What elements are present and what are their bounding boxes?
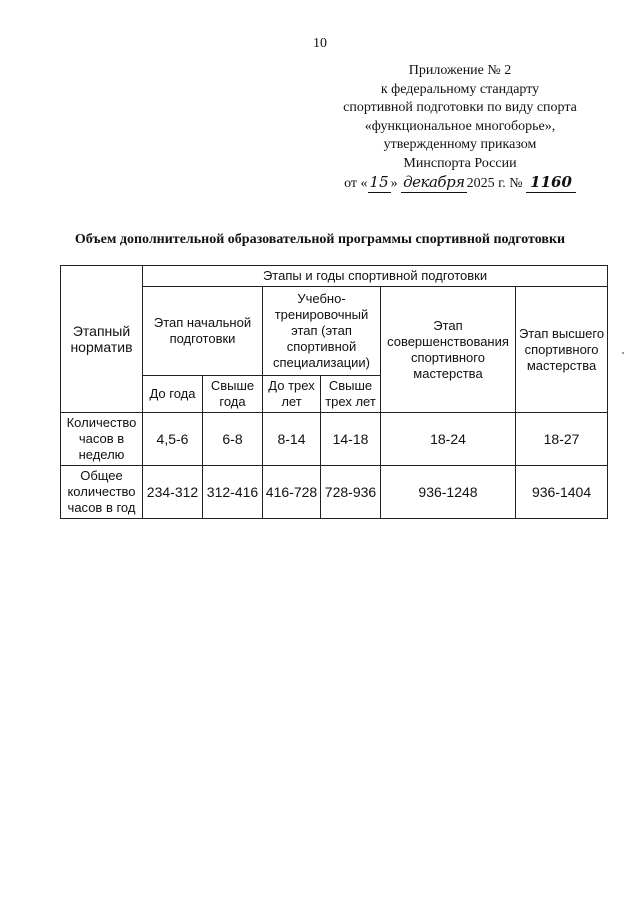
annex-line: к федеральному стандарту xyxy=(380,81,540,97)
table-row xyxy=(61,413,608,466)
annex-line: Минспорта России xyxy=(403,155,517,171)
sub-training-1: До трех лет xyxy=(263,376,321,413)
table-cell: 312-416 xyxy=(203,466,263,519)
sub-training-2: Свыше трех лет xyxy=(321,376,381,413)
scan-speck xyxy=(622,352,624,354)
order-prefix: от « xyxy=(344,176,368,191)
table-cell: 4,5-6 xyxy=(143,413,203,466)
handwritten-day: 15 xyxy=(369,173,389,191)
stage-initial-header: Этап начальной подготовки xyxy=(143,287,263,376)
table-header-row xyxy=(61,287,608,376)
stage-highest-header: Этап высшего спортивного мастерства xyxy=(516,287,608,413)
table-cell: 936-1404 xyxy=(516,466,608,519)
annex-header xyxy=(310,62,610,194)
norms-table xyxy=(60,265,608,519)
table-row xyxy=(61,466,608,519)
table-cell: 18-27 xyxy=(516,413,608,466)
table-cell: 8-14 xyxy=(263,413,321,466)
annex-title: Приложение № 2 xyxy=(408,63,512,78)
handwritten-order-number: 1160 xyxy=(526,173,576,193)
row-label: Количество часов в неделю xyxy=(61,413,143,466)
row-label: Общее количество часов в год xyxy=(61,466,143,519)
annex-line: спортивной подготовки по виду спорта xyxy=(343,100,577,115)
table-cell: 6-8 xyxy=(203,413,263,466)
col-norm-header: Этапный норматив xyxy=(61,266,143,413)
table-cell: 728-936 xyxy=(321,466,381,519)
page-number: 10 xyxy=(313,36,327,51)
order-year: 2025 г. № xyxy=(466,176,523,191)
table-header-row xyxy=(61,266,608,287)
annex-line: «функциональное многоборье», xyxy=(364,118,556,134)
stage-perfection-header: Этап совершенствования спортивного мастерства xyxy=(381,287,516,413)
document-title: Объем дополнительной образовательной программы спортивной подготовки xyxy=(74,232,566,247)
order-date-line xyxy=(310,173,610,194)
table-cell: 936-1248 xyxy=(381,466,516,519)
table-cell: 18-24 xyxy=(381,413,516,466)
stages-header: Этапы и годы спортивной подготовки xyxy=(143,266,608,287)
sub-initial-1: До года xyxy=(143,376,203,413)
table-cell: 14-18 xyxy=(321,413,381,466)
order-quote: » xyxy=(390,176,398,191)
handwritten-month: декабря xyxy=(403,173,465,191)
table-cell: 234-312 xyxy=(143,466,203,519)
annex-line: утвержденному приказом xyxy=(383,137,537,152)
table-cell: 416-728 xyxy=(263,466,321,519)
stage-training-header: Учебно-тренировочный этап (этап спортивной специализации) xyxy=(263,287,381,376)
sub-initial-2: Свыше года xyxy=(203,376,263,413)
